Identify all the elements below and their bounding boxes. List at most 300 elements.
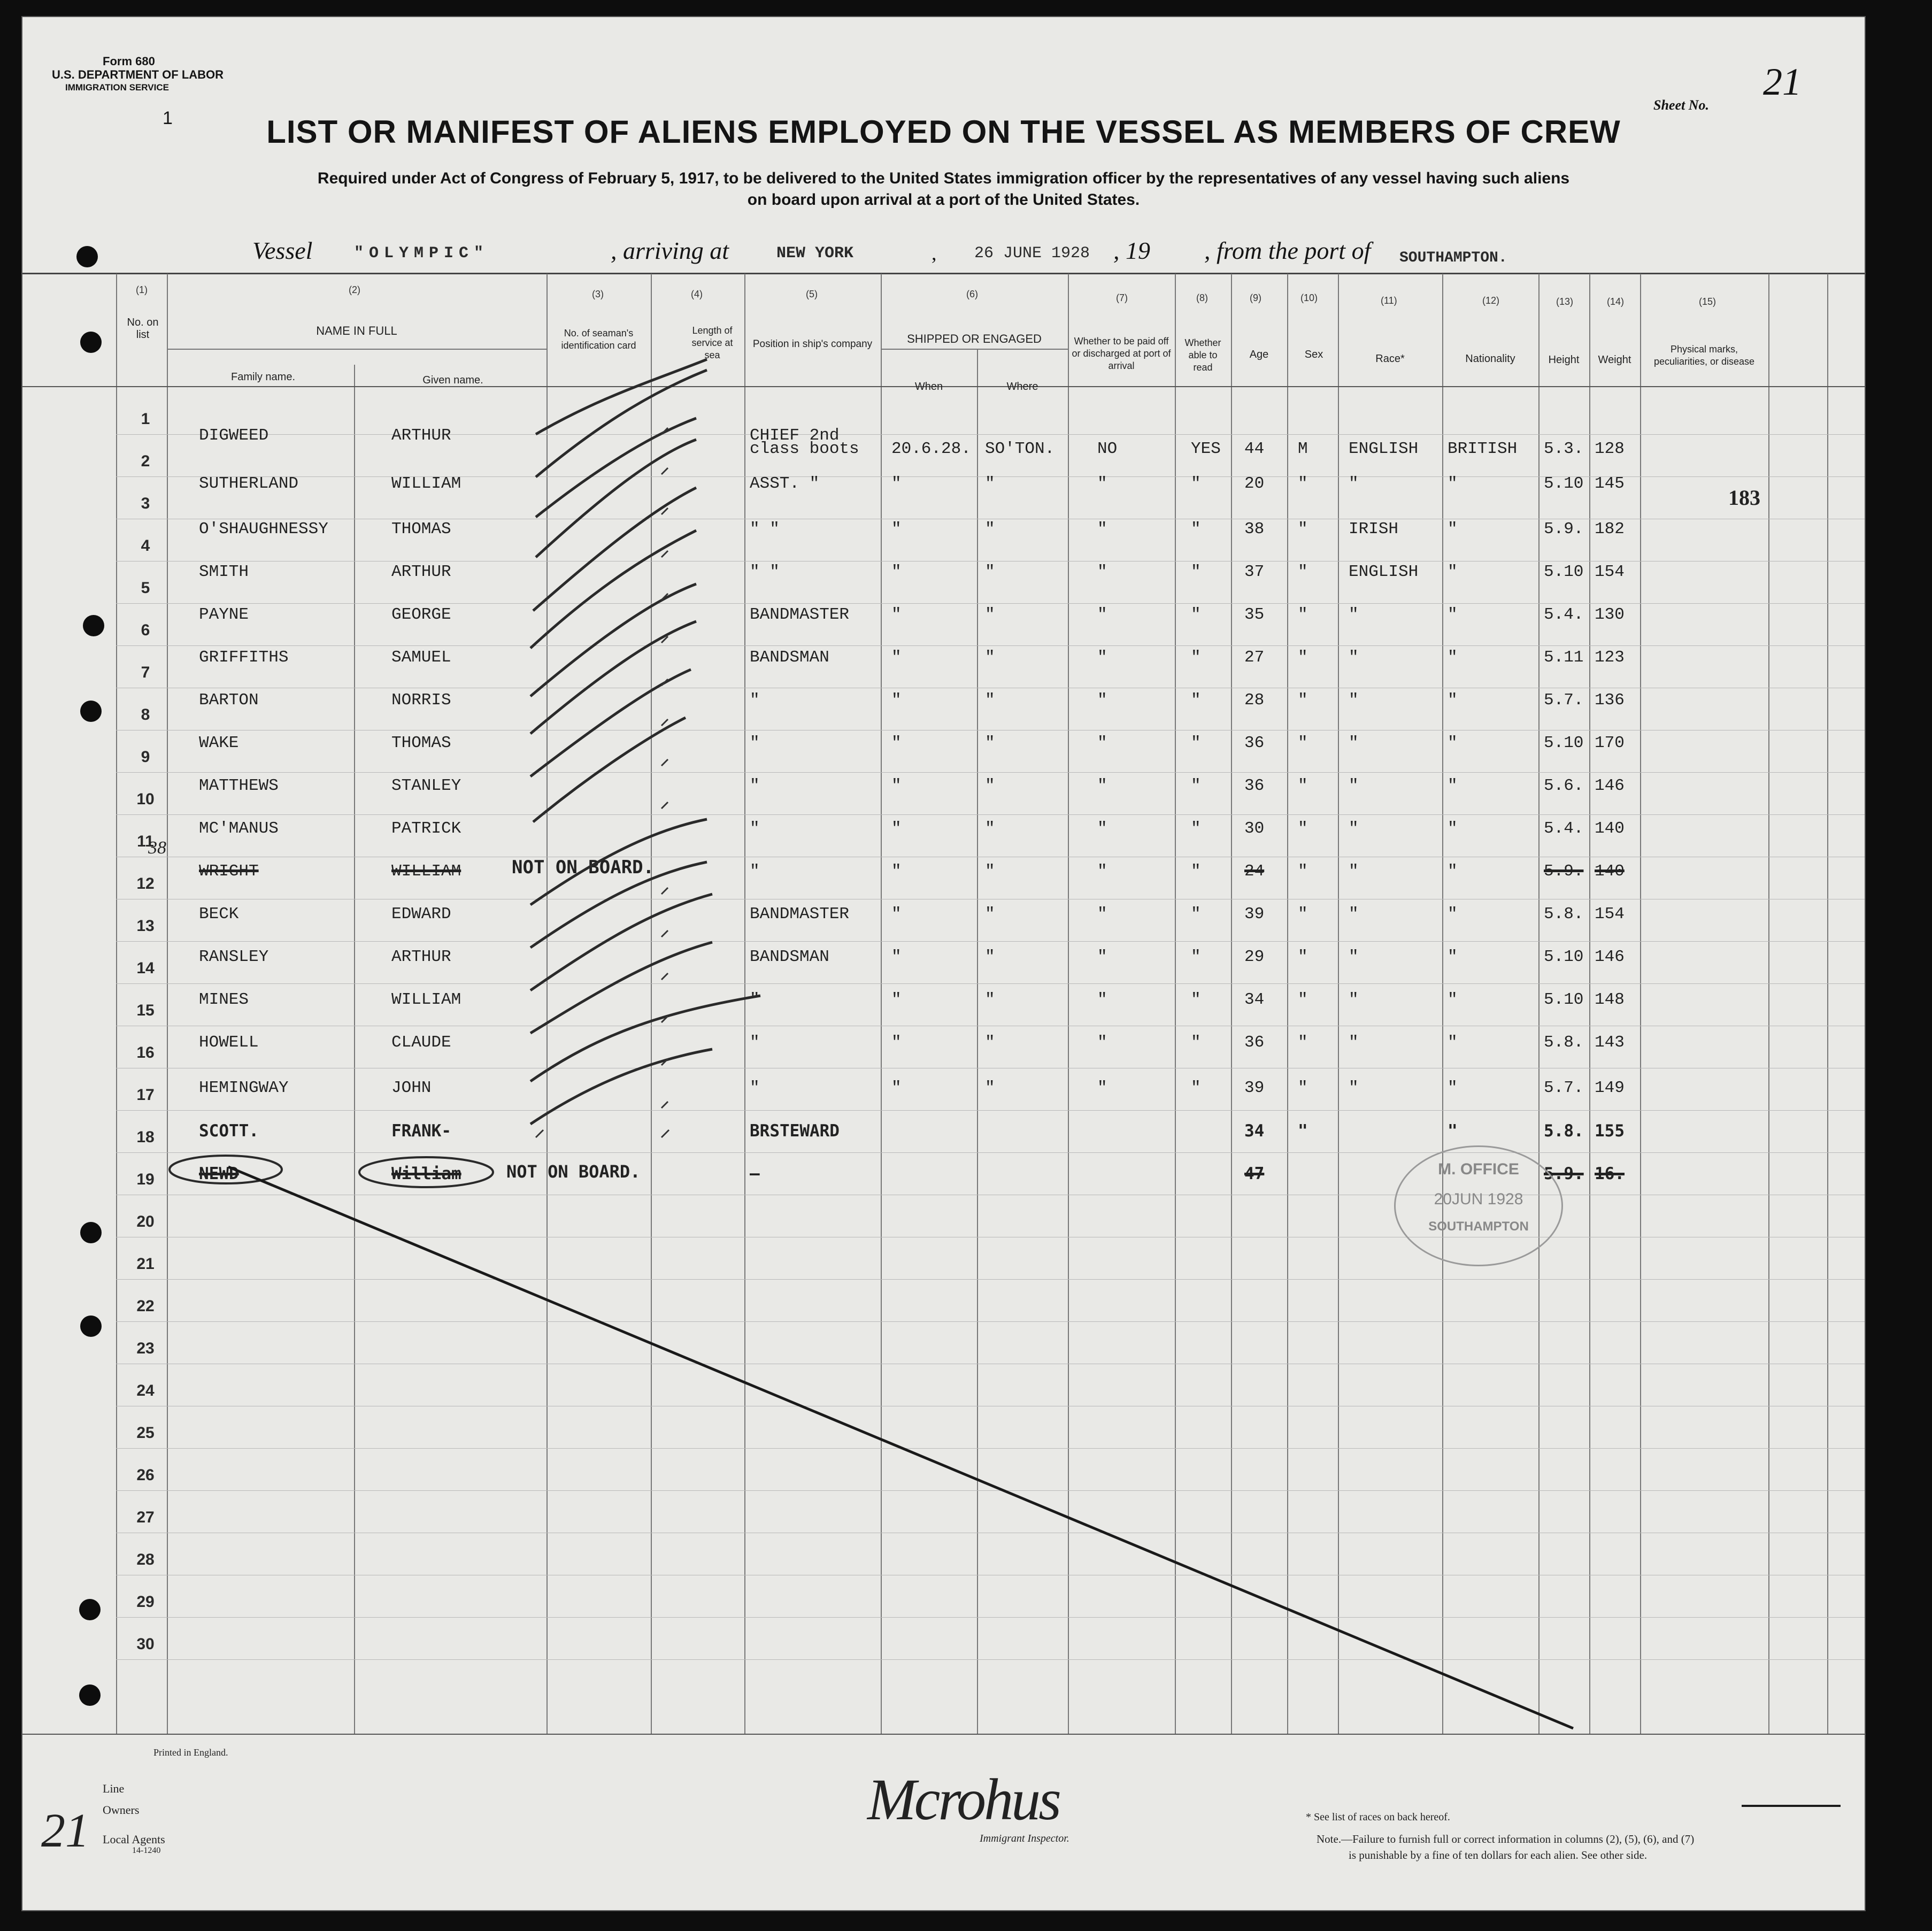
col-header-height: Height [1548, 354, 1580, 366]
binder-hole [80, 332, 102, 353]
crew-family-name: BARTON [199, 691, 259, 710]
crew-nationality: BRITISH [1448, 440, 1518, 458]
row-number: 1 [141, 410, 150, 428]
row-number: 21 [136, 1255, 155, 1273]
crew-age: 24 [1244, 862, 1265, 881]
col-num-13: (13) [1556, 296, 1574, 307]
crew-nationality: " [1448, 948, 1458, 966]
crew-shipped-where: " [985, 1079, 995, 1097]
crew-age: 28 [1244, 691, 1265, 710]
crew-sex: " [1298, 819, 1308, 838]
arrival-port: NEW YORK [776, 244, 854, 263]
crew-family-name: HOWELL [199, 1033, 259, 1052]
crew-shipped-where: " [985, 474, 995, 493]
crew-age: 37 [1244, 563, 1265, 581]
crew-family-name: MATTHEWS [199, 776, 279, 795]
row-number: 10 [136, 790, 155, 808]
crew-race: ENGLISH [1349, 440, 1419, 458]
crew-age: 35 [1244, 605, 1265, 624]
crew-weight: 140 [1595, 819, 1625, 838]
crew-sex: " [1298, 691, 1308, 710]
crew-paid-off: " [1097, 563, 1107, 581]
crew-able-to-read: " [1191, 1033, 1201, 1052]
col-header-no: No. on list [127, 317, 159, 341]
col-header-age: Age [1249, 349, 1269, 360]
col-num-11: (11) [1381, 295, 1397, 306]
crew-height: 5.9. [1544, 1164, 1584, 1183]
crew-height: 5.8. [1544, 1033, 1584, 1052]
crew-position: BANDSMAN [750, 948, 829, 966]
crew-shipped-where: " [985, 648, 995, 667]
row-number: 23 [136, 1340, 155, 1357]
crew-position: " [750, 734, 760, 752]
crew-nationality: " [1448, 1033, 1458, 1052]
crew-given-name: ARTHUR [391, 426, 451, 445]
crew-given-name: WILLIAM [391, 862, 461, 881]
crew-nationality: " [1448, 605, 1458, 624]
crew-sex: " [1298, 990, 1308, 1009]
col-num-3: (3) [592, 289, 604, 299]
crew-family-name: BECK [199, 905, 239, 924]
margin-note: 38 [148, 838, 166, 858]
crew-height: 5.7. [1544, 1079, 1584, 1097]
crew-shipped-where: " [985, 691, 995, 710]
crew-race: " [1349, 1033, 1359, 1052]
crew-weight: 154 [1595, 905, 1625, 924]
row-number: 15 [136, 1002, 155, 1019]
crew-family-name: SMITH [199, 563, 249, 581]
crew-position: CHIEF 2nd [750, 426, 840, 445]
crew-height: 5.6. [1544, 776, 1584, 795]
from-label: , from the port of [1204, 237, 1371, 264]
crew-shipped-where: " [985, 734, 995, 752]
col-header-when: When [914, 381, 943, 393]
crew-paid-off: " [1097, 776, 1107, 795]
crew-age: 39 [1244, 1079, 1265, 1097]
subtitle-line-1: Required under Act of Congress of February 5, 1917, to be delivered to the United States immigration officer by the representatives of any vessel having such aliens [317, 170, 1570, 187]
crew-weight: 148 [1595, 990, 1625, 1009]
handwritten-marks [22, 17, 1865, 1910]
crew-family-name: SUTHERLAND [199, 474, 299, 493]
crew-age: 36 [1244, 1033, 1265, 1052]
col-header-length: Length of service at sea [691, 325, 733, 360]
crew-shipped-when: " [891, 905, 902, 924]
col-header-weight: Weight [1598, 354, 1631, 366]
row-number: 28 [136, 1551, 155, 1568]
row-number: 14 [136, 959, 155, 977]
crew-position: BRSTEWARD [750, 1121, 840, 1141]
crew-position: " [750, 1033, 760, 1052]
crew-age: 44 [1244, 440, 1265, 458]
col-header-position: Position in ship's company [752, 338, 873, 350]
crew-shipped-where: SO'TON. [985, 440, 1055, 458]
crew-shipped-where: " [985, 520, 995, 538]
crew-nationality: " [1448, 862, 1458, 881]
crew-family-name: MC'MANUS [199, 819, 279, 838]
crew-weight: 130 [1595, 605, 1625, 624]
row-number: 19 [136, 1171, 155, 1188]
crew-family-name: WRIGHT [199, 862, 259, 881]
crew-weight: 143 [1595, 1033, 1625, 1052]
crew-weight: 123 [1595, 648, 1625, 667]
row-number: 11 [137, 833, 154, 850]
crew-family-name: HEMINGWAY [199, 1079, 289, 1097]
row-number: 29 [136, 1593, 155, 1611]
crew-age: 20 [1244, 474, 1265, 493]
crew-paid-off: " [1097, 648, 1107, 667]
crew-sex: " [1298, 862, 1308, 881]
crew-race: " [1349, 648, 1359, 667]
crew-sex: " [1298, 520, 1308, 538]
col-num-10: (10) [1300, 293, 1318, 303]
crew-height: 5.11 [1544, 648, 1584, 667]
crew-paid-off: " [1097, 948, 1107, 966]
crew-height: 5.9. [1544, 520, 1584, 538]
crew-family-name: MINES [199, 990, 249, 1009]
crew-sex: M [1298, 440, 1308, 458]
row-number: 16 [136, 1044, 155, 1061]
crew-sex: " [1298, 605, 1308, 624]
col-num-2: (2) [349, 284, 360, 295]
crew-sex: " [1298, 776, 1308, 795]
crew-shipped-where: " [985, 819, 995, 838]
crew-paid-off: " [1097, 990, 1107, 1009]
col-header-given: Given name. [422, 374, 483, 386]
row-number: 5 [141, 579, 150, 597]
crew-given-name: ARTHUR [391, 948, 451, 966]
crew-nationality: " [1448, 819, 1458, 838]
binder-hole [80, 1222, 102, 1243]
row-number: 8 [141, 706, 150, 724]
crew-age: 34 [1244, 1121, 1265, 1141]
crew-paid-off: " [1097, 862, 1107, 881]
crew-able-to-read: " [1191, 990, 1201, 1009]
row-number: 30 [136, 1635, 155, 1653]
stamp-date: 20JUN 1928 [1434, 1190, 1523, 1208]
crew-height: 5.4. [1544, 605, 1584, 624]
crew-paid-off: " [1097, 691, 1107, 710]
crew-race: " [1349, 691, 1359, 710]
crew-position: BANDMASTER [750, 605, 850, 624]
crew-shipped-when: " [891, 648, 902, 667]
crew-race: " [1349, 1079, 1359, 1097]
crew-nationality: " [1448, 1121, 1458, 1141]
col-header-sex: Sex [1304, 349, 1323, 360]
crew-shipped-where: " [985, 605, 995, 624]
crew-paid-off: " [1097, 734, 1107, 752]
col-header-race: Race* [1375, 353, 1405, 365]
crew-shipped-when: " [891, 819, 902, 838]
crew-age: 27 [1244, 648, 1265, 667]
crew-shipped-when: 20.6.28. [891, 440, 971, 458]
crew-given-name: THOMAS [391, 520, 451, 538]
crew-weight: 16. [1595, 1164, 1625, 1183]
row-number: 7 [141, 664, 150, 681]
binder-hole [79, 1684, 101, 1706]
crew-given-name: CLAUDE [391, 1033, 451, 1052]
crew-race: " [1349, 990, 1359, 1009]
crew-nationality: " [1448, 905, 1458, 924]
crew-height: 5.10 [1544, 990, 1584, 1009]
crew-given-name: WILLIAM [391, 990, 461, 1009]
page-title: LIST OR MANIFEST OF ALIENS EMPLOYED ON THE VESSEL AS MEMBERS OF CREW [266, 114, 1621, 150]
crew-given-name: WILLIAM [391, 474, 461, 493]
department-label: U.S. DEPARTMENT OF LABOR [52, 68, 224, 81]
crew-height: 5.8. [1544, 1121, 1584, 1141]
crew-weight: 128 [1595, 440, 1625, 458]
crew-age: 29 [1244, 948, 1265, 966]
crew-able-to-read: " [1191, 948, 1201, 966]
crew-nationality: " [1448, 1079, 1458, 1097]
crew-age: 38 [1244, 520, 1265, 538]
crew-family-name: O'SHAUGHNESSY [199, 520, 328, 538]
line-label: Line [103, 1782, 125, 1795]
col-header-id-card: No. of seaman's identification card [561, 328, 636, 351]
crew-able-to-read: " [1191, 905, 1201, 924]
crew-race: " [1349, 862, 1359, 881]
crew-race: " [1349, 819, 1359, 838]
printed-in: Printed in England. [153, 1747, 228, 1758]
col-header-shipped: SHIPPED OR ENGAGED [907, 332, 1042, 345]
footer-note-1: Note.—Failure to furnish full or correct information in columns (2), (5), (6), and (7) [1317, 1833, 1695, 1845]
crew-able-to-read: YES [1191, 440, 1221, 458]
crew-sex: " [1298, 474, 1308, 493]
crew-nationality: " [1448, 776, 1458, 795]
stamp-top: M. OFFICE [1438, 1160, 1519, 1178]
crew-given-name: SAMUEL [391, 648, 451, 667]
crew-weight: 154 [1595, 563, 1625, 581]
crew-able-to-read: " [1191, 862, 1201, 881]
crew-shipped-where: " [985, 948, 995, 966]
crew-given-name: FRANK- [391, 1121, 451, 1141]
crew-able-to-read: " [1191, 776, 1201, 795]
crew-sex: " [1298, 1121, 1308, 1141]
crew-sex: " [1298, 1079, 1308, 1097]
footer-note-2: is punishable by a fine of ten dollars for each alien. See other side. [1349, 1849, 1648, 1861]
col-num-8: (8) [1196, 293, 1208, 303]
crew-given-name: William [391, 1164, 461, 1183]
crew-height: 5.10 [1544, 563, 1584, 581]
row-number: 13 [136, 917, 155, 935]
from-port: SOUTHAMPTON. [1399, 250, 1507, 266]
crew-able-to-read: " [1191, 1079, 1201, 1097]
crew-position: " [750, 862, 760, 881]
crew-age: 36 [1244, 776, 1265, 795]
crew-age: 47 [1244, 1164, 1265, 1183]
not-on-board-note: NOT ON BOARD. [506, 1161, 641, 1182]
crew-paid-off: " [1097, 905, 1107, 924]
row-number: 12 [136, 875, 155, 893]
physical-note: 183 [1728, 486, 1760, 510]
crew-height: 5.3. [1544, 440, 1584, 458]
crew-family-name: SCOTT. [199, 1121, 259, 1141]
id-card-check-strokes [530, 359, 760, 1124]
row-number: 6 [141, 621, 150, 639]
comma-1: , [932, 242, 937, 265]
service-label: IMMIGRATION SERVICE [65, 82, 169, 93]
row-number: 18 [136, 1128, 155, 1146]
vessel-label: Vessel [252, 237, 313, 264]
col-num-9: (9) [1250, 293, 1261, 303]
row-number: 3 [141, 495, 150, 512]
year-label: , 19 [1113, 237, 1150, 264]
crew-shipped-when: " [891, 474, 902, 493]
row-number: 9 [141, 748, 150, 766]
crew-height: 5.9. [1544, 862, 1584, 881]
crew-nationality: " [1448, 648, 1458, 667]
crew-shipped-when: " [891, 948, 902, 966]
crew-shipped-when: " [891, 1033, 902, 1052]
row-number: 4 [141, 537, 150, 555]
crew-shipped-when: " [891, 990, 902, 1009]
crew-race: IRISH [1349, 520, 1399, 538]
crew-nationality: " [1448, 520, 1458, 538]
crew-position: class boots [750, 440, 859, 458]
crew-family-name: DIGWEED [199, 426, 269, 445]
agents-label: Local Agents [103, 1833, 165, 1846]
crew-paid-off: " [1097, 1033, 1107, 1052]
crew-sex: " [1298, 648, 1308, 667]
sheet-label: Sheet No. [1653, 97, 1709, 113]
crew-given-name: JOHN [391, 1079, 432, 1097]
crew-height: 5.10 [1544, 948, 1584, 966]
col-header-family: Family name. [230, 371, 296, 383]
crew-sex: " [1298, 905, 1308, 924]
crew-height: 5.10 [1544, 474, 1584, 493]
binder-hole [83, 615, 104, 636]
crew-family-name: PAYNE [199, 605, 249, 624]
cancel-circle [170, 1156, 282, 1183]
crew-shipped-when: " [891, 776, 902, 795]
crew-race: " [1349, 776, 1359, 795]
row-number: 26 [136, 1466, 155, 1484]
crew-position: " " [750, 563, 780, 581]
col-num-14: (14) [1607, 296, 1625, 307]
cancel-circle [359, 1157, 493, 1187]
crew-family-name: WAKE [199, 734, 239, 752]
crew-nationality: " [1448, 563, 1458, 581]
col-num-1: (1) [136, 284, 148, 295]
crew-shipped-where: " [985, 776, 995, 795]
crew-weight: 145 [1595, 474, 1625, 493]
col-num-6: (6) [966, 289, 978, 299]
cancellation-line [228, 1167, 1573, 1728]
crew-weight: 182 [1595, 520, 1625, 538]
col-header-paid-off: Whether to be paid off or discharged at port of arrival [1072, 336, 1171, 371]
crew-weight: 146 [1595, 948, 1625, 966]
service-tick-marks [536, 428, 669, 1137]
crew-shipped-where: " [985, 862, 995, 881]
col-num-12: (12) [1482, 295, 1500, 306]
crew-family-name: NEWD [199, 1164, 239, 1183]
crew-height: 5.7. [1544, 691, 1584, 710]
crew-paid-off: " [1097, 605, 1107, 624]
row-number: 24 [136, 1382, 155, 1399]
row-number: 22 [136, 1297, 155, 1315]
crew-height: 5.10 [1544, 734, 1584, 752]
race-note: * See list of races on back hereof. [1306, 1811, 1450, 1823]
crew-given-name: STANLEY [391, 776, 461, 795]
col-num-15: (15) [1699, 296, 1717, 307]
crew-position: " [750, 990, 760, 1009]
crew-able-to-read: " [1191, 734, 1201, 752]
crew-position: " [750, 819, 760, 838]
crew-sex: " [1298, 948, 1308, 966]
crew-given-name: NORRIS [391, 691, 451, 710]
crew-able-to-read: " [1191, 520, 1201, 538]
crew-race: " [1349, 605, 1359, 624]
crew-weight: 136 [1595, 691, 1625, 710]
row-number: 20 [136, 1213, 155, 1230]
binder-hole [79, 1599, 101, 1620]
crew-paid-off: " [1097, 474, 1107, 493]
crew-given-name: GEORGE [391, 605, 451, 624]
crew-weight: 155 [1595, 1121, 1625, 1141]
arrival-date: 26 JUNE 1928 [974, 244, 1090, 263]
margin-handwriting: 21 [41, 1804, 89, 1857]
crew-shipped-when: " [891, 520, 902, 538]
col-header-name: NAME IN FULL [316, 324, 397, 337]
crew-shipped-where: " [985, 905, 995, 924]
crew-nationality: " [1448, 990, 1458, 1009]
col-header-physical: Physical marks, peculiarities, or disease [1653, 344, 1755, 367]
crew-able-to-read: " [1191, 691, 1201, 710]
crew-position: ASST. " [750, 474, 820, 493]
crew-shipped-when: " [891, 605, 902, 624]
crew-sex: " [1298, 563, 1308, 581]
crew-shipped-when: " [891, 563, 902, 581]
owners-label: Owners [103, 1803, 140, 1817]
crew-shipped-when: " [891, 734, 902, 752]
crew-shipped-when: " [891, 1079, 902, 1097]
crew-weight: 146 [1595, 776, 1625, 795]
crew-position: " [750, 691, 760, 710]
crew-position: — [750, 1164, 760, 1183]
crew-age: 30 [1244, 819, 1265, 838]
crew-sex: " [1298, 1033, 1308, 1052]
col-num-7: (7) [1116, 293, 1128, 303]
crew-position: " " [750, 520, 780, 538]
crew-height: 5.4. [1544, 819, 1584, 838]
crew-weight: 170 [1595, 734, 1625, 752]
crew-given-name: EDWARD [391, 905, 451, 924]
crew-family-name: GRIFFITHS [199, 648, 289, 667]
col-header-where: Where [1006, 381, 1038, 393]
crew-position: " [750, 1079, 760, 1097]
col-num-4: (4) [691, 289, 703, 299]
crew-position: BANDMASTER [750, 905, 850, 924]
crew-age: 34 [1244, 990, 1265, 1009]
crew-height: 5.8. [1544, 905, 1584, 924]
form-number: Form 680 [103, 55, 155, 68]
col-header-nationality: Nationality [1465, 353, 1515, 365]
tick-mark: 1 [163, 108, 173, 128]
crew-shipped-where: " [985, 1033, 995, 1052]
subtitle-line-2: on board upon arrival at a port of the United States. [747, 191, 1140, 209]
inspector-label: Immigrant Inspector. [980, 1833, 1069, 1844]
crew-race: " [1349, 734, 1359, 752]
crew-age: 39 [1244, 905, 1265, 924]
stamp-bottom: SOUTHAMPTON [1428, 1219, 1529, 1234]
crew-nationality: " [1448, 474, 1458, 493]
crew-race: " [1349, 474, 1359, 493]
crew-given-name: THOMAS [391, 734, 451, 752]
crew-race: " [1349, 905, 1359, 924]
crew-paid-off: NO [1097, 440, 1118, 458]
sheet-number: 21 [1763, 60, 1802, 103]
crew-shipped-when: " [891, 862, 902, 881]
crew-position: " [750, 776, 760, 795]
